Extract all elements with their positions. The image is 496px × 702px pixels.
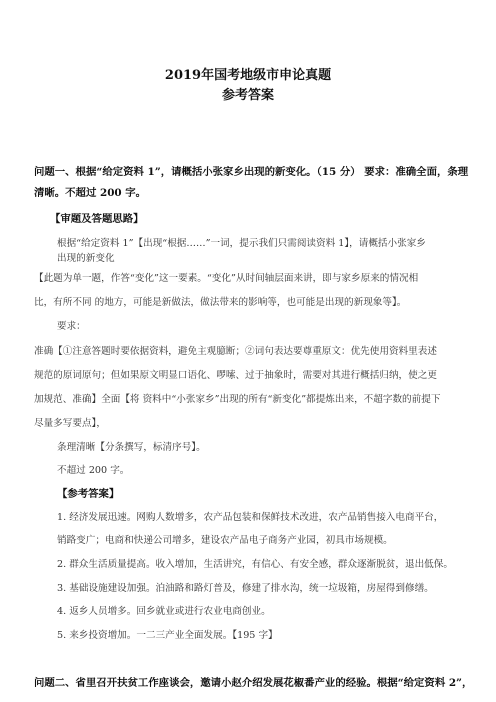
section-heading-approach: 【审题及答题思路】	[50, 213, 144, 225]
approach-line: 要求：	[57, 321, 86, 332]
answer-line: 5. 来乡投资增加。一二三产业全面发展。【195 字】	[57, 630, 278, 641]
approach-line: 条理清晰【分条撰写，标清序号】。	[57, 442, 206, 453]
approach-line: 比，有所不同 的地方，可能是新做法，做法带来的影响等，也可能是出现的新现象等】。	[34, 297, 407, 308]
approach-line: 规范的原词原句；但如果原文明显口语化、啰嗦、过于抽象时，需要对其进行概括归纳，使之更	[34, 370, 437, 381]
answer-line: 3. 基础设施建设加强。泊油路和路灯普及，修建了排水沟，统一垃圾箱，房屋得到修缮。	[57, 583, 434, 594]
approach-line: 【此题为单一题，作答“变化”这一要素。“变化”从时间轴层面来讲，即与家乡原来的情况相	[34, 273, 419, 284]
approach-line: 出现的新变化	[57, 253, 115, 264]
question-1-line-2: 清晰。不超过 200 字。	[34, 187, 147, 199]
answer-line: 销路变广；电商和快递公司增多，建设农产品电子商务产业园，初具市场规模。	[57, 535, 393, 546]
approach-line: 不超过 200 字。	[57, 465, 130, 476]
approach-line: 加规范、准确】全面【将 资料中“小张家乡”出现的所有“新变化”都提炼出来，不超字数的前提下	[34, 394, 441, 405]
answer-line: 2. 群众生活质量提高。收入增加，生活讲究，有信心、有安全感，群众逐渐脱贫，退出低保。	[57, 559, 453, 570]
question-1-line-1: 问题一、根据“给定资料 1”，请概括小张家乡出现的新变化。（15 分） 要求：准确全面，条理	[34, 166, 469, 178]
approach-line: 尽量多写要点】，	[34, 418, 106, 429]
answer-line: 4. 返乡人员增多。回乡就业或进行农业电商创业。	[57, 606, 271, 617]
approach-line: 准确【①注意答题时要依据资料，避免主观臆断；②词句表达要尊重原文：优先使用资料里表述	[34, 346, 437, 357]
document-title: 2019年国考地级市申论真题	[164, 68, 332, 83]
approach-line: 根据“给定资料 1”【出现“根据……”一词，提示我们只需阅读资料 1】，请概括小张家乡	[57, 238, 426, 249]
section-heading-answer: 【参考答案】	[57, 488, 120, 500]
question-2-line-1: 问题二、省里召开扶贫工作座谈会，邀请小赵介绍发展花椒番产业的经验。根据“给定资料 2”，	[34, 677, 473, 689]
document-subtitle: 参考答案	[221, 88, 274, 103]
answer-line: 1. 经济发展迅速。网购人数增多，农产品包装和保鲜技术改进，农产品销售接入电商平台，	[57, 512, 444, 523]
